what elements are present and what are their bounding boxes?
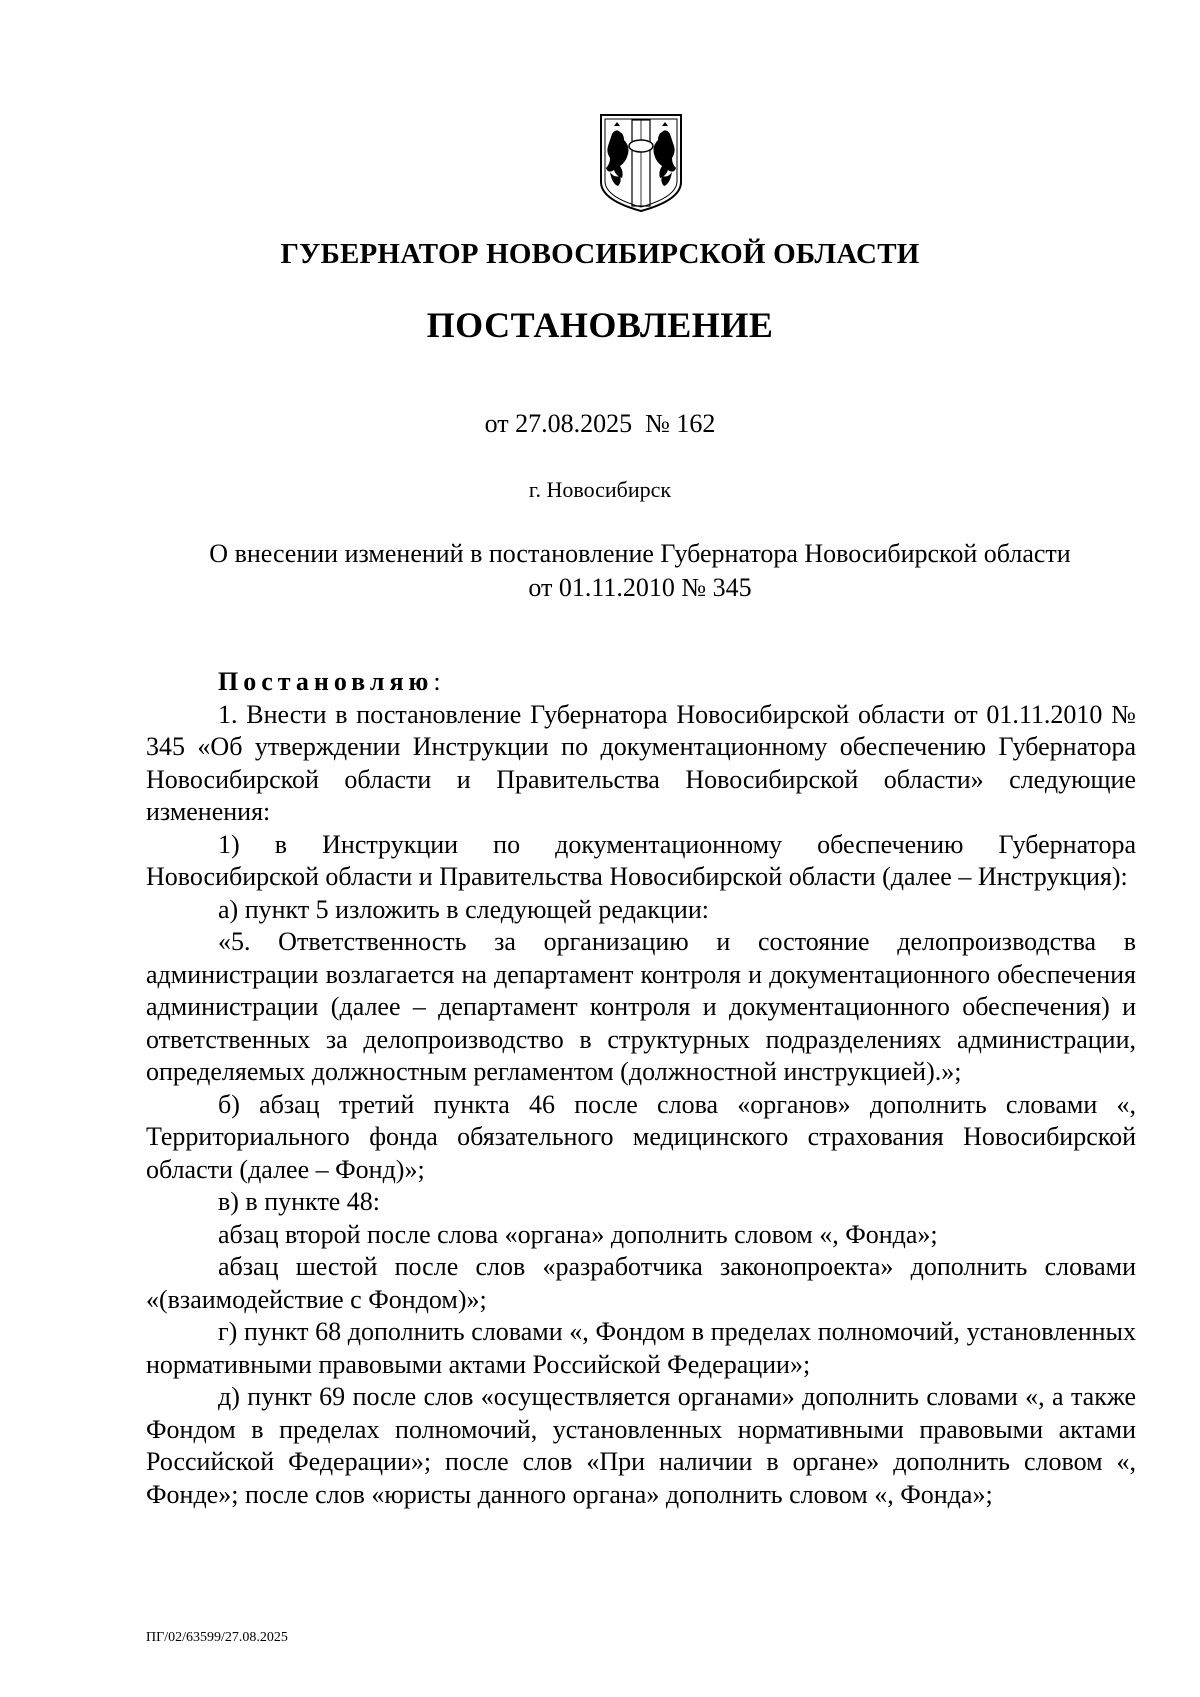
issuing-authority: ГУБЕРНАТОР НОВОСИБИРСКОЙ ОБЛАСТИ [280, 238, 920, 270]
paragraph: абзац второй после слова «органа» дополнить словом «, Фонда»; [218, 1219, 938, 1249]
paragraph: 1. Внести в постановление Губернатора Новосибирской области от 01.11.2010 № 345 «Об утверждении Инструкции по документационному обеспечению Губернатора Новосибирской области и Правительства Новосибирской области» следующие изменения: [146, 699, 1136, 826]
document-body [146, 666, 1136, 1511]
paragraph: д) пункт 69 после слов «осуществляется органами» дополнить словами «, а также Фондом в пределах полномочий, установленных нормативными правовыми актами Российской Федерации»; после слов «При наличии в органе» дополнить словом «, Фонде»; после слов «юристы данного органа» дополнить словом «, Фонда»; [146, 1382, 1136, 1509]
subject-line-1: О внесении изменений в постановление Губернатора Новосибирской области [209, 539, 1071, 568]
paragraph: 1) в Инструкции по документационному обеспечению Губернатора Новосибирской области и Правительства Новосибирской области (далее – Инструкция): [146, 829, 1136, 891]
paragraph: г) пункт 68 дополнить словами «, Фондом в пределах полномочий, установленных нормативными правовыми актами Российской Федерации»; [146, 1317, 1136, 1379]
city: г. Новосибирск [528, 477, 672, 502]
paragraph: в) в пункте 48: [218, 1187, 380, 1216]
registry-number: ПГ/02/63599/27.08.2025 [146, 1630, 288, 1645]
paragraph: абзац шестой после слов «разработчика законопроекта» дополнить словами «(взаимодействие с Фондом)»; [146, 1252, 1136, 1314]
decree-lead-word: Постановляю [218, 667, 434, 696]
coat-of-arms-icon [598, 112, 684, 214]
subject-line-2: от 01.11.2010 № 345 [528, 573, 752, 602]
paragraph: а) пункт 5 изложить в следующей редакции: [218, 894, 709, 924]
document-date: от 27.08.2025 [484, 409, 633, 438]
paragraph: б) абзац третий пункта 46 после слова «органов» дополнить словами «, Территориального фонда обязательного медицинского страхования Новосибирской области (далее – Фонд)»; [146, 1089, 1136, 1184]
document-type: ПОСТАНОВЛЕНИЕ [426, 305, 774, 345]
document-number: № 162 [645, 409, 716, 438]
date-and-number [0, 409, 1200, 439]
decree-lead-colon: : [433, 667, 441, 696]
document-subject [150, 537, 1130, 605]
decree-lead [146, 666, 1136, 699]
paragraph: «5. Ответственность за организацию и состояние делопроизводства в администрации возлагается на департамент контроля и документационного обеспечения администрации (далее – департамент контроля и документационного обеспечения) и ответственных за делопроизводство в структурных подразделениях администрации, определяемых должностным регламентом (должностной инструкцией).»; [146, 927, 1136, 1086]
